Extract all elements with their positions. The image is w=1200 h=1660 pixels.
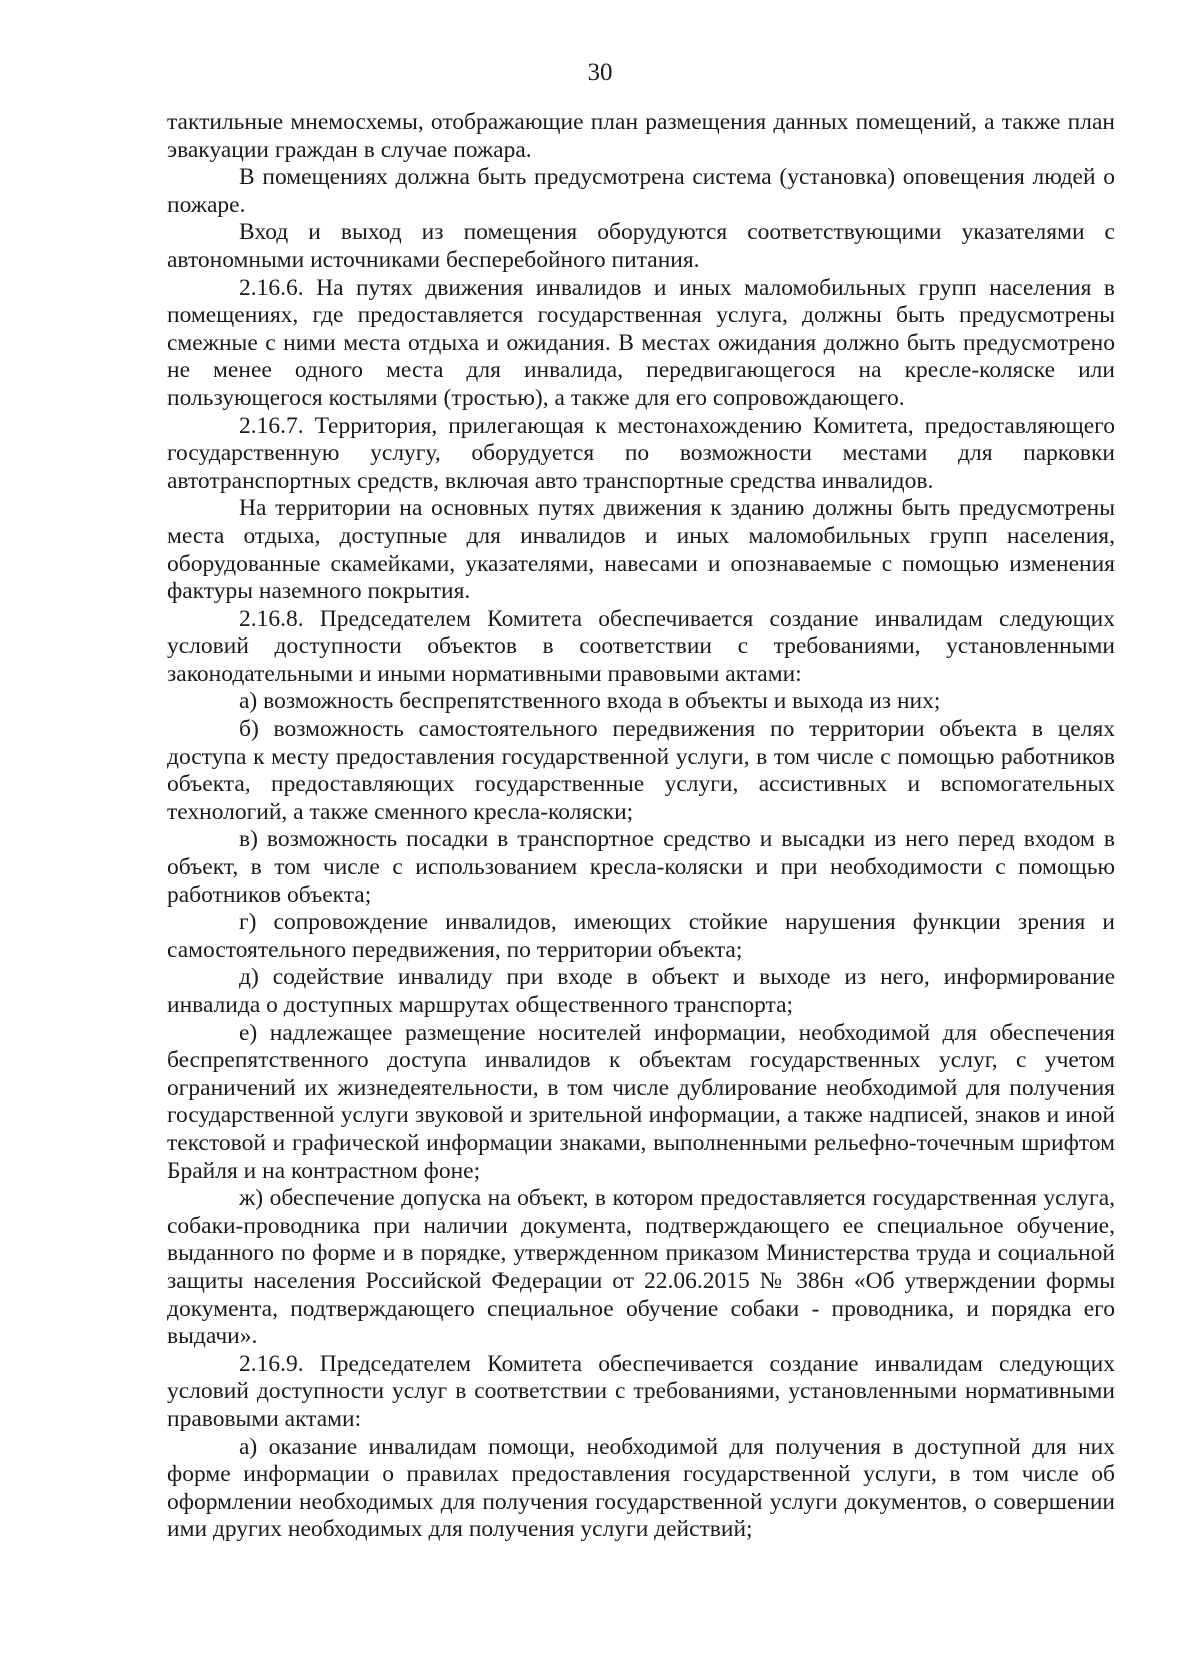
list-item-d: д) содействие инвалиду при входе в объект и выходе из него, информирование инвалида о доступных маршрутах общественного транспорта; — [167, 964, 1115, 1018]
list-item-g: г) сопровождение инвалидов, имеющих стойкие нарушения функции зрения и самостоятельного передвижения, по территории объекта; — [167, 909, 1115, 963]
document-body — [167, 109, 1115, 1544]
list-item-a-services: а) оказание инвалидам помощи, необходимой для получения в доступной для них форме информации о правилах предоставления государственной услуги, в том числе об оформлении необходимых для получения государственной услуги документов, о совершении ими других необходимых для получения услуги действий; — [167, 1433, 1115, 1543]
list-item-a: а) возможность беспрепятственного входа в объекты и выхода из них; — [239, 688, 941, 715]
paragraph-2-16-6: 2.16.6. На путях движения инвалидов и иных маломобильных групп населения в помещениях, где предоставляется государственная услуга, должны быть предусмотрены смежные с ними места отдыха и ожидания. В местах ожидания должно быть предусмотрено не менее одного места для инвалида, передвигающегося на кресле-коляске или пользующегося костылями (тростью), а также для его сопровождающего. — [167, 274, 1115, 411]
paragraph-2-16-9: 2.16.9. Председателем Комитета обеспечивается создание инвалидам следующих условий доступности услуг в соответствии с требованиями, установленными нормативными правовыми актами: — [167, 1350, 1115, 1432]
list-item-zh: ж) обеспечение допуска на объект, в котором предоставляется государственная услуга, собаки-проводника при наличии документа, подтверждающего ее специальное обучение, выданного по форме и в порядке, утвержденном приказом Министерства труда и социальной защиты населения Российской Федерации от 22.06.2015 № 386н «Об утверждении формы документа, подтверждающего специальное обучение собаки - проводника, и порядка его выдачи». — [167, 1185, 1115, 1350]
list-item-v: в) возможность посадки в транспортное средство и высадки из него перед входом в объект, в том числе с использованием кресла-коляски и при необходимости с помощью работников объекта; — [167, 826, 1115, 908]
paragraph-territory: На территории на основных путях движения к зданию должны быть предусмотрены места отдыха, доступные для инвалидов и иных маломобильных групп населения, оборудованные скамейками, указателями, навесами и опознаваемые с помощью изменения фактуры наземного покрытия. — [167, 495, 1115, 605]
paragraph-fire-alarm: В помещениях должна быть предусмотрена система (установка) оповещения людей о пожаре. — [167, 164, 1115, 218]
list-item-e: е) надлежащее размещение носителей информации, необходимой для обеспечения беспрепятственного доступа инвалидов к объектам государственных услуг, с учетом ограничений их жизнедеятельности, в том числе дублирование необходимой для получения государственной услуги звуковой и зрительной информации, а также надписей, знаков и иной текстовой и графической информации знаками, выполненными рельефно-точечным шрифтом Брайля и на контрастном фоне; — [167, 1019, 1115, 1184]
paragraph-entry-exit: Вход и выход из помещения оборудуются соответствующими указателями с автономными источниками бесперебойного питания. — [167, 219, 1115, 273]
list-item-b: б) возможность самостоятельного передвижения по территории объекта в целях доступа к месту предоставления государственной услуги, в том числе с помощью работников объекта, предоставляющих государственные услуги, ассистивных и вспомогательных технологий, а также сменного кресла-коляски; — [167, 716, 1115, 825]
page-number: 30 — [587, 59, 613, 86]
paragraph-2-16-8: 2.16.8. Председателем Комитета обеспечивается создание инвалидам следующих условий доступности объектов в соответствии с требованиями, установленными законодательными и иными нормативными правовыми актами: — [167, 605, 1115, 687]
paragraph-continuation: тактильные мнемосхемы, отображающие план размещения данных помещений, а также план эвакуации граждан в случае пожара. — [167, 109, 1115, 163]
paragraph-2-16-7: 2.16.7. Территория, прилегающая к местонахождению Комитета, предоставляющего государственную услугу, оборудуется по возможности местами для парковки автотранспортных средств, включая авто транспортные средства инвалидов. — [167, 412, 1115, 494]
